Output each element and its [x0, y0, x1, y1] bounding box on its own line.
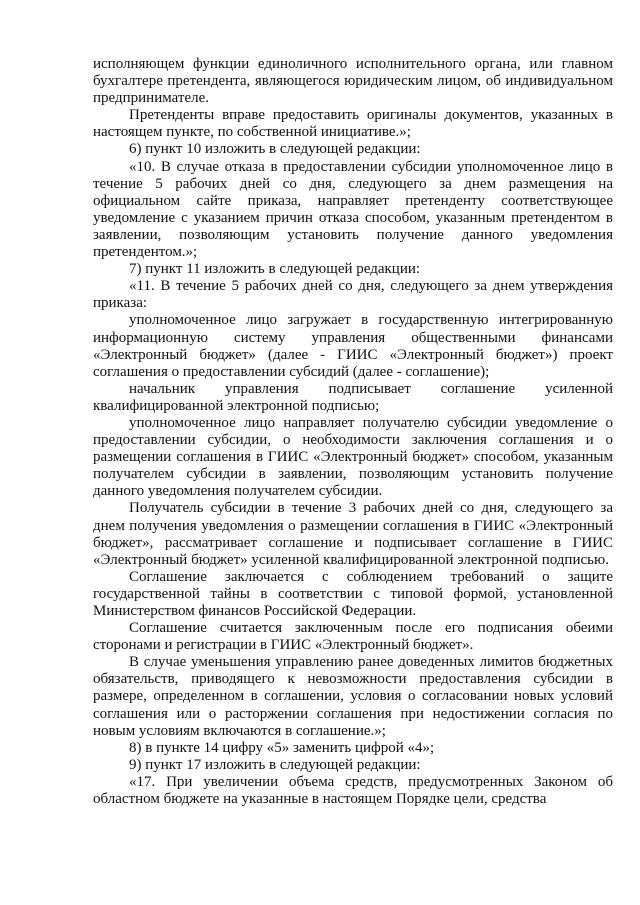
paragraph-originals-right: Претенденты вправе предоставить оригиналы документов, указанных в настоящем пункте, по собственной инициативе.»;	[93, 107, 613, 141]
paragraph-head-signs: начальник управления подписывает соглашение усиленной квалифицированной электронной подписью;	[93, 380, 613, 414]
paragraph-clause-17: «17. При увеличении объема средств, предусмотренных Законом об областном бюджете на указанные в настоящем Порядке цели, средства	[93, 773, 613, 808]
paragraph-item-7: 7) пункт 11 изложить в следующей редакции:	[129, 261, 421, 278]
paragraph-continuation: исполняющем функции единоличного исполнительного органа, или главном бухгалтере претендента, являющегося юридическим лицом, об индивидуальном предпринимателе.	[93, 56, 613, 107]
paragraph-limits-reduction: В случае уменьшения управлению ранее доведенных лимитов бюджетных обязательств, приводящего к невозможности предоставления субсидии в размере, определенном в соглашении, условия о согласовании новых условий соглашения или о расторжении соглашения при недостижении согласия по новым условиям включаются в соглашение.»;	[93, 654, 613, 739]
document-page	[93, 56, 613, 808]
paragraph-item-9: 9) пункт 17 изложить в следующей редакции:	[129, 756, 421, 773]
paragraph-clause-11: «11. В течение 5 рабочих дней со дня, следующего за днем утверждения приказа:	[93, 278, 613, 312]
paragraph-clause-10: «10. В случае отказа в предоставлении субсидии уполномоченное лицо в течение 5 рабочих дней со дня, следующего за днем размещения на официальном сайте приказа, направляет претенденту соответствующее уведомление с указанием причин отказа способом, указанным претендентом в заявлении, позволяющим установить получение данного уведомления претендентом.»;	[93, 158, 613, 261]
paragraph-item-6: 6) пункт 10 изложить в следующей редакции:	[129, 141, 421, 158]
paragraph-item-8: 8) в пункте 14 цифру «5» заменить цифрой «4»;	[129, 739, 435, 756]
paragraph-agreement-concluded: Соглашение считается заключенным после его подписания обеими сторонами и регистрации в ГИИС «Электронный бюджет».	[93, 620, 613, 654]
paragraph-upload-draft: уполномоченное лицо загружает в государственную интегрированную информационную систему управления общественными финансами «Электронный бюджет» (далее - ГИИС «Электронный бюджет») проект соглашения о предоставлении субсидий (далее - соглашение);	[93, 312, 613, 380]
paragraph-recipient-signs: Получатель субсидии в течение 3 рабочих дней со дня, следующего за днем получения уведомления о размещении соглашения в ГИИС «Электронный бюджет», рассматривает соглашение и подписывает соглашение в ГИИС «Электронный бюджет» усиленной квалифицированной электронной подписью.	[93, 500, 613, 568]
paragraph-notification: уполномоченное лицо направляет получателю субсидии уведомление о предоставлении субсидии, о необходимости заключения соглашения и о размещении соглашения в ГИИС «Электронный бюджет» способом, указанным получателем субсидии в заявлении, позволяющим установить получение данного уведомления получателем субсидии.	[93, 414, 613, 500]
paragraph-state-secret: Соглашение заключается с соблюдением требований о защите государственной тайны в соответствии с типовой формой, установленной Министерством финансов Российской Федерации.	[93, 568, 613, 619]
